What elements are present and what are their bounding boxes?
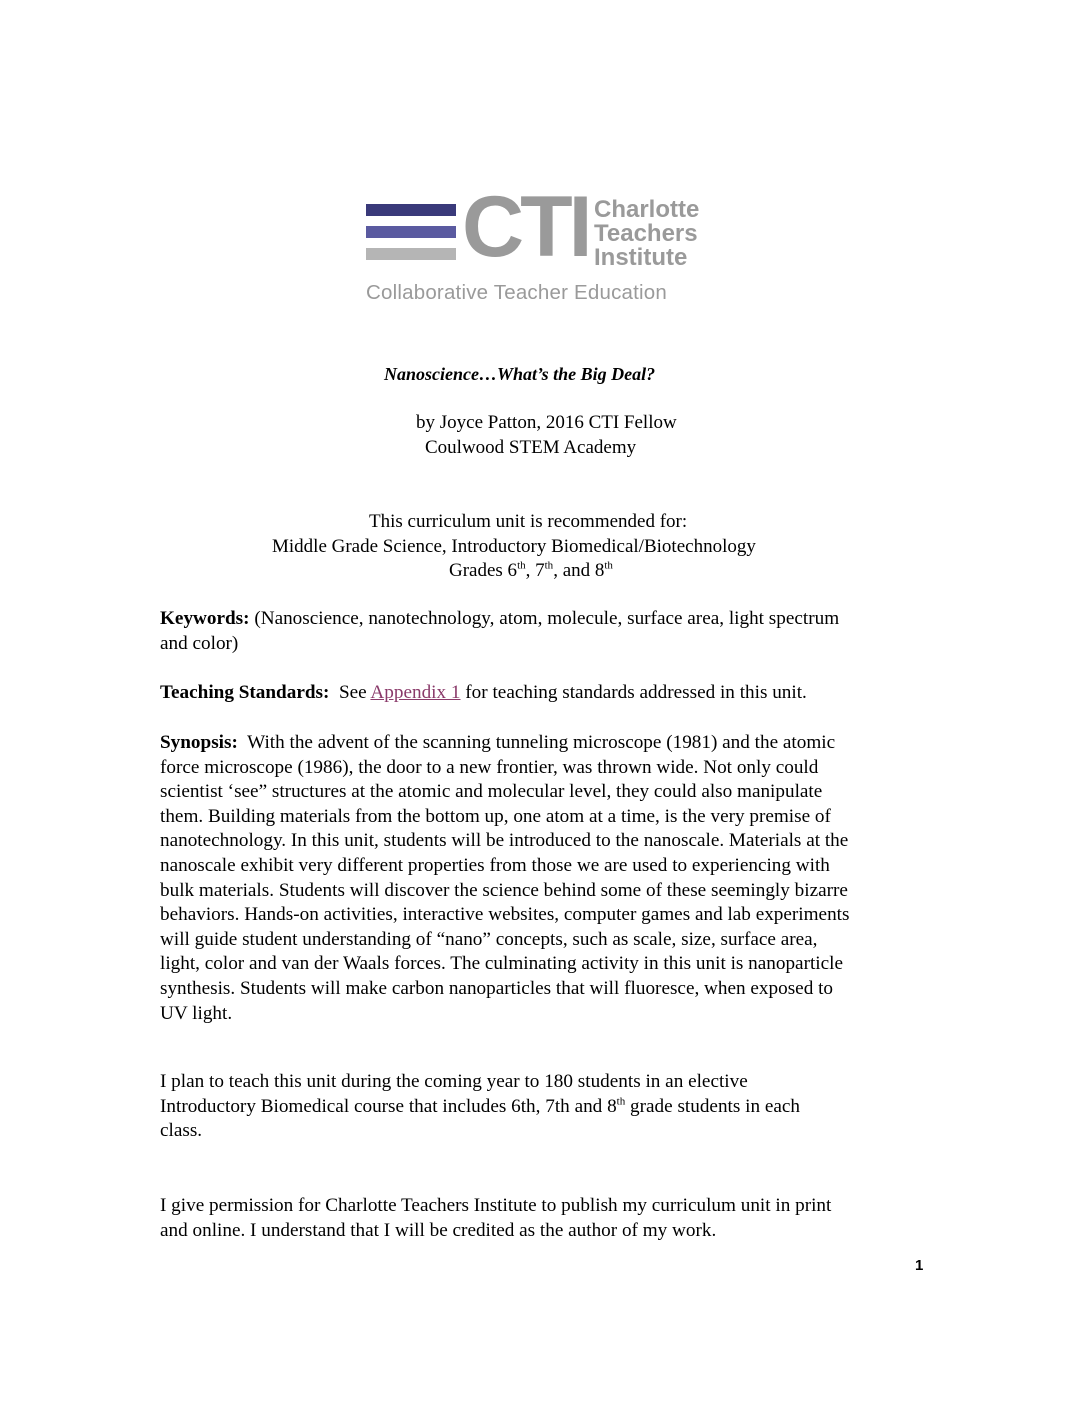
grades-text: , and 8 <box>553 560 605 581</box>
recommendation-grades <box>449 559 613 583</box>
logo-bar-light <box>366 248 456 260</box>
keywords-paragraph <box>160 607 930 656</box>
synopsis-line: them. Building materials from the bottom up, one atom at a time, is the very premise of <box>160 805 831 827</box>
grades-text: Grades 6 <box>449 560 518 581</box>
grades-text: , 7 <box>525 560 545 581</box>
teaching-standards-paragraph <box>160 681 930 706</box>
logo-bar-mid <box>366 226 456 238</box>
plan-paragraph <box>160 1070 930 1144</box>
synopsis-line: nanotechnology. In this unit, students will be introduced to the nanoscale. Materials at the <box>160 830 849 852</box>
permission-line: and online. I understand that I will be credited as the author of my work. <box>160 1219 717 1241</box>
plan-sup: th <box>616 1095 626 1108</box>
standards-text: for teaching standards addressed in this unit. <box>460 682 807 703</box>
logo-name-line: Charlotte <box>594 196 700 223</box>
synopsis-paragraph <box>160 731 930 1026</box>
synopsis-line: force microscope (1986), the door to a new frontier, was thrown wide. Not only could <box>160 756 819 778</box>
synopsis-line: behaviors. Hands-on activities, interactive websites, computer games and lab experiments <box>160 904 850 926</box>
synopsis-line: bulk materials. Students will discover the science behind some of these seemingly bizarre <box>160 879 848 901</box>
synopsis-line: scientist ‘see” structures at the atomic and molecular level, they could also manipulate <box>160 781 823 803</box>
author-school: Coulwood STEM Academy <box>425 437 637 458</box>
author-byline: by Joyce Patton, 2016 CTI Fellow <box>416 412 677 433</box>
plan-line: I plan to teach this unit during the coming year to 180 students in an elective <box>160 1071 748 1092</box>
document-title: Nanoscience…What’s the Big Deal? <box>384 364 656 384</box>
teaching-standards-label: Teaching Standards: <box>160 682 330 703</box>
plan-line: Introductory Biomedical course that includes 6th, 7th and 8 <box>160 1095 617 1117</box>
grades-sup: th <box>517 559 526 572</box>
synopsis-label: Synopsis: <box>160 732 238 753</box>
synopsis-line: synthesis. Students will make carbon nanoparticles that will fluoresce, when exposed to <box>160 977 834 999</box>
grades-sup: th <box>544 559 554 572</box>
appendix-1-link[interactable]: Appendix 1 <box>370 682 461 703</box>
synopsis-line: light, color and van der Waals forces. The culminating activity in this unit is nanoparticle <box>160 953 843 975</box>
synopsis-line: UV light. <box>160 1002 233 1024</box>
logo-bar-dark <box>366 204 456 216</box>
logo-name-line: Institute <box>594 244 688 271</box>
keywords-text: and color) <box>160 632 239 654</box>
logo-name-line: Teachers <box>594 220 698 247</box>
logo-tagline: Collaborative Teacher Education <box>366 281 667 304</box>
plan-line: grade students in each <box>625 1095 800 1117</box>
grades-sup: th <box>604 559 613 572</box>
synopsis-line: will guide student understanding of “nano” concepts, such as scale, size, surface area, <box>160 928 818 950</box>
permission-paragraph <box>160 1194 930 1243</box>
permission-line: I give permission for Charlotte Teachers Institute to publish my curriculum unit in print <box>160 1195 832 1216</box>
cti-logo <box>366 179 726 310</box>
recommendation-intro: This curriculum unit is recommended for: <box>369 511 688 532</box>
synopsis-text: With the advent of the scanning tunneling microscope (1981) and the atomic <box>237 732 836 753</box>
logo-institute-name <box>594 198 699 270</box>
keywords-text: (Nanoscience, nanotechnology, atom, molecule, surface area, light spectrum <box>249 608 840 629</box>
recommendation-subjects: Middle Grade Science, Introductory Biomedical/Biotechnology <box>272 536 756 557</box>
logo-mark-text: CTI <box>462 179 589 275</box>
synopsis-line: nanoscale exhibit very different properties from those we are used to experiencing with <box>160 854 830 876</box>
plan-line: class. <box>160 1120 203 1142</box>
page-number: 1 <box>915 1257 924 1274</box>
keywords-label: Keywords: <box>160 608 250 629</box>
standards-text: See <box>329 682 371 703</box>
